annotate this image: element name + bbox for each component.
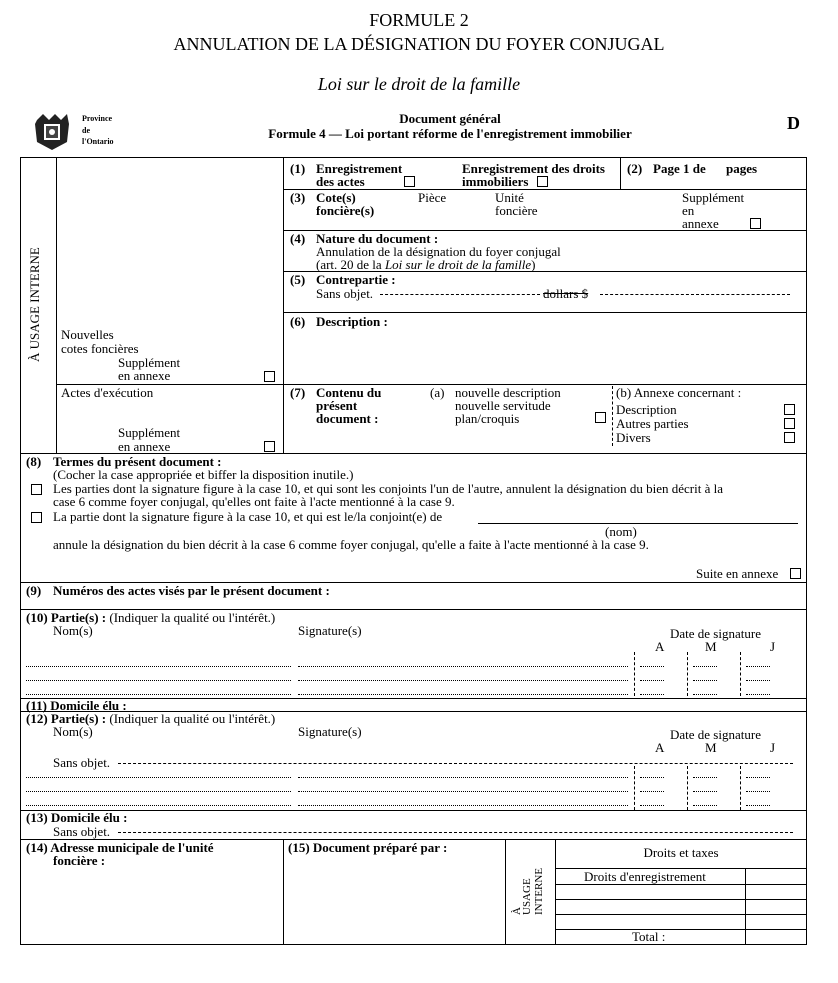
box8-option1-line2: case 6 comme foyer conjugal, qu'elles ont faite à l'acte mentionné à la case 9. [53,494,455,509]
box14-label: (14) Adresse municipale de l'unité [26,840,214,855]
nouvelles-cotes-label: Nouvelles [61,327,114,342]
fees-enregistrement: Droits d'enregistrement [584,869,706,884]
box3-label: Cote(s) [316,190,356,205]
box7-divers-checkbox[interactable] [784,432,795,443]
box4-line1: Annulation de la désignation du foyer conjugal [316,244,561,259]
box4-number: (4) [290,231,306,246]
nouvelles-cotes-label-2: cotes foncières [61,341,139,356]
box1-label-4: immobiliers [462,174,529,189]
box10-a: A [655,639,665,654]
doc-general-title: Document général [399,111,501,126]
box8-nom-label: (nom) [605,524,637,539]
box8-option2-line1: La partie dont la signature figure à la case 10, et qui est le/la conjoint(e) de [53,509,443,524]
box7-a-checkbox[interactable] [595,412,606,423]
actes-execution-label: Actes d'exécution [61,385,154,400]
supplement-checkbox-2[interactable] [264,441,275,452]
box3-supplement-checkbox[interactable] [750,218,761,229]
form-letter: D [787,113,800,133]
supplement-label: Supplément [118,355,181,370]
formule4-title: Formule 4 — Loi portant réforme de l'enregistrement immobilier [268,126,632,141]
box2-page-label: Page 1 de [653,161,706,176]
box8-suite-label: Suite en annexe [696,566,779,581]
usage-interne-2-a: À [511,907,523,915]
box8-label: Termes du présent document : [53,454,222,469]
usage-interne-2-c: INTERNE [533,867,545,915]
box3-number: (3) [290,190,306,205]
box3-unite-2: foncière [495,203,538,218]
usage-interne-label: À USAGE INTERNE [27,247,42,362]
registration-actes-checkbox[interactable] [404,176,415,187]
box3-label-2: foncière(s) [316,203,375,218]
box7-label-2: présent [316,398,358,413]
box7-a: (a) [430,385,445,400]
box12-label: (12) Partie(s) : (Indiquer la qualité ou l'intérêt.) [26,711,276,726]
box8-option2-line2: annule la désignation du bien décrit à la case 6 comme foyer conjugal, qu'elle a faite à l'acte mentionné à la case 9. [53,537,649,552]
box7-a3: plan/croquis [455,411,520,426]
box8-number: (8) [26,454,42,469]
province-label-de: de [82,126,90,135]
box8-note: (Cocher la case appropriée et biffer la disposition inutile.) [53,467,354,482]
fees-total: Total : [632,929,666,944]
box8-option1-checkbox[interactable] [31,484,42,495]
box15-label: (15) Document préparé par : [288,840,448,855]
box7-a1: nouvelle description [455,385,561,400]
supplement-label-3: Supplément [118,425,181,440]
form-subtitle: Loi sur le droit de la famille [317,74,521,94]
box9-number: (9) [26,583,42,598]
form-title: ANNULATION DE LA DÉSIGNATION DU FOYER CONJUGAL [173,34,665,54]
box9-label: Numéros des actes visés par le présent document : [53,583,330,598]
box2-number: (2) [627,161,643,176]
box10-label: (10) Partie(s) : (Indiquer la qualité ou l'intérêt.) [26,610,276,625]
box3-supplement: Supplément [682,190,745,205]
box1-label-3: Enregistrement des droits [462,161,605,176]
box5-sans-objet: Sans objet. [316,286,374,301]
box4-line2: (art. 20 de la Loi sur le droit de la famille) [316,257,536,272]
province-label-ontario: l'Ontario [82,137,114,146]
box3-supplement-3: annexe [682,216,719,231]
box1-number: (1) [290,161,306,176]
box10-noms: Nom(s) [53,623,93,638]
box13-sans-objet: Sans objet. [53,824,111,839]
box7-a2: nouvelle servitude [455,398,551,413]
box2-pages-label: pages [726,161,758,176]
box5-number: (5) [290,272,306,287]
box7-description-checkbox[interactable] [784,404,795,415]
box12-sans-objet: Sans objet. [53,755,111,770]
box7-b1: Description [616,402,677,417]
usage-interne-2-b: USAGE [521,878,533,915]
box11-label: (11) Domicile élu : [26,698,127,713]
box5-dollars: dollars $ [543,286,589,301]
box4-label: Nature du document : [316,231,439,246]
box12-signature: Signature(s) [298,724,362,739]
box12-noms: Nom(s) [53,724,93,739]
box7-number: (7) [290,385,306,400]
box7-label-3: document : [316,411,379,426]
box3-unite: Unité [495,190,524,205]
box7-b: (b) Annexe concernant : [616,385,742,400]
box12-m: M [705,740,717,755]
box7-b3: Divers [616,430,651,445]
box10-date: Date de signature [670,626,761,641]
box6-label: Description : [316,314,388,329]
box6-number: (6) [290,314,306,329]
box10-signature: Signature(s) [298,623,362,638]
supplement-label-4: en annexe [118,439,171,454]
supplement-label-2: en annexe [118,368,171,383]
supplement-checkbox-1[interactable] [264,371,275,382]
box1-label-2: des actes [316,174,365,189]
box7-b2: Autres parties [616,416,689,431]
box5-label: Contrepartie : [316,272,396,287]
box10-j: J [770,639,776,654]
box12-date: Date de signature [670,727,761,742]
box10-m: M [705,639,717,654]
box8-option2-checkbox[interactable] [31,512,42,523]
box1-label: Enregistrement [316,161,403,176]
formule-number: FORMULE 2 [369,10,469,30]
box13-label: (13) Domicile élu : [26,810,128,825]
box8-option1-line1: Les parties dont la signature figure à la case 10, et qui sont les conjoints l'un de l'autre, annulent la désignation du bien décrit à la [53,481,724,496]
box8-suite-checkbox[interactable] [790,568,801,579]
spouse-name-line[interactable] [478,523,798,524]
fees-title: Droits et taxes [643,845,719,860]
box12-a: A [655,740,665,755]
box14-label-2: foncière : [53,853,106,868]
registration-droits-checkbox[interactable] [537,176,548,187]
box7-autres-parties-checkbox[interactable] [784,418,795,429]
box3-piece: Pièce [418,190,447,205]
box12-j: J [770,740,776,755]
box7-label: Contenu du [316,385,382,400]
box3-supplement-2: en [682,203,695,218]
province-label: Province [82,114,113,123]
